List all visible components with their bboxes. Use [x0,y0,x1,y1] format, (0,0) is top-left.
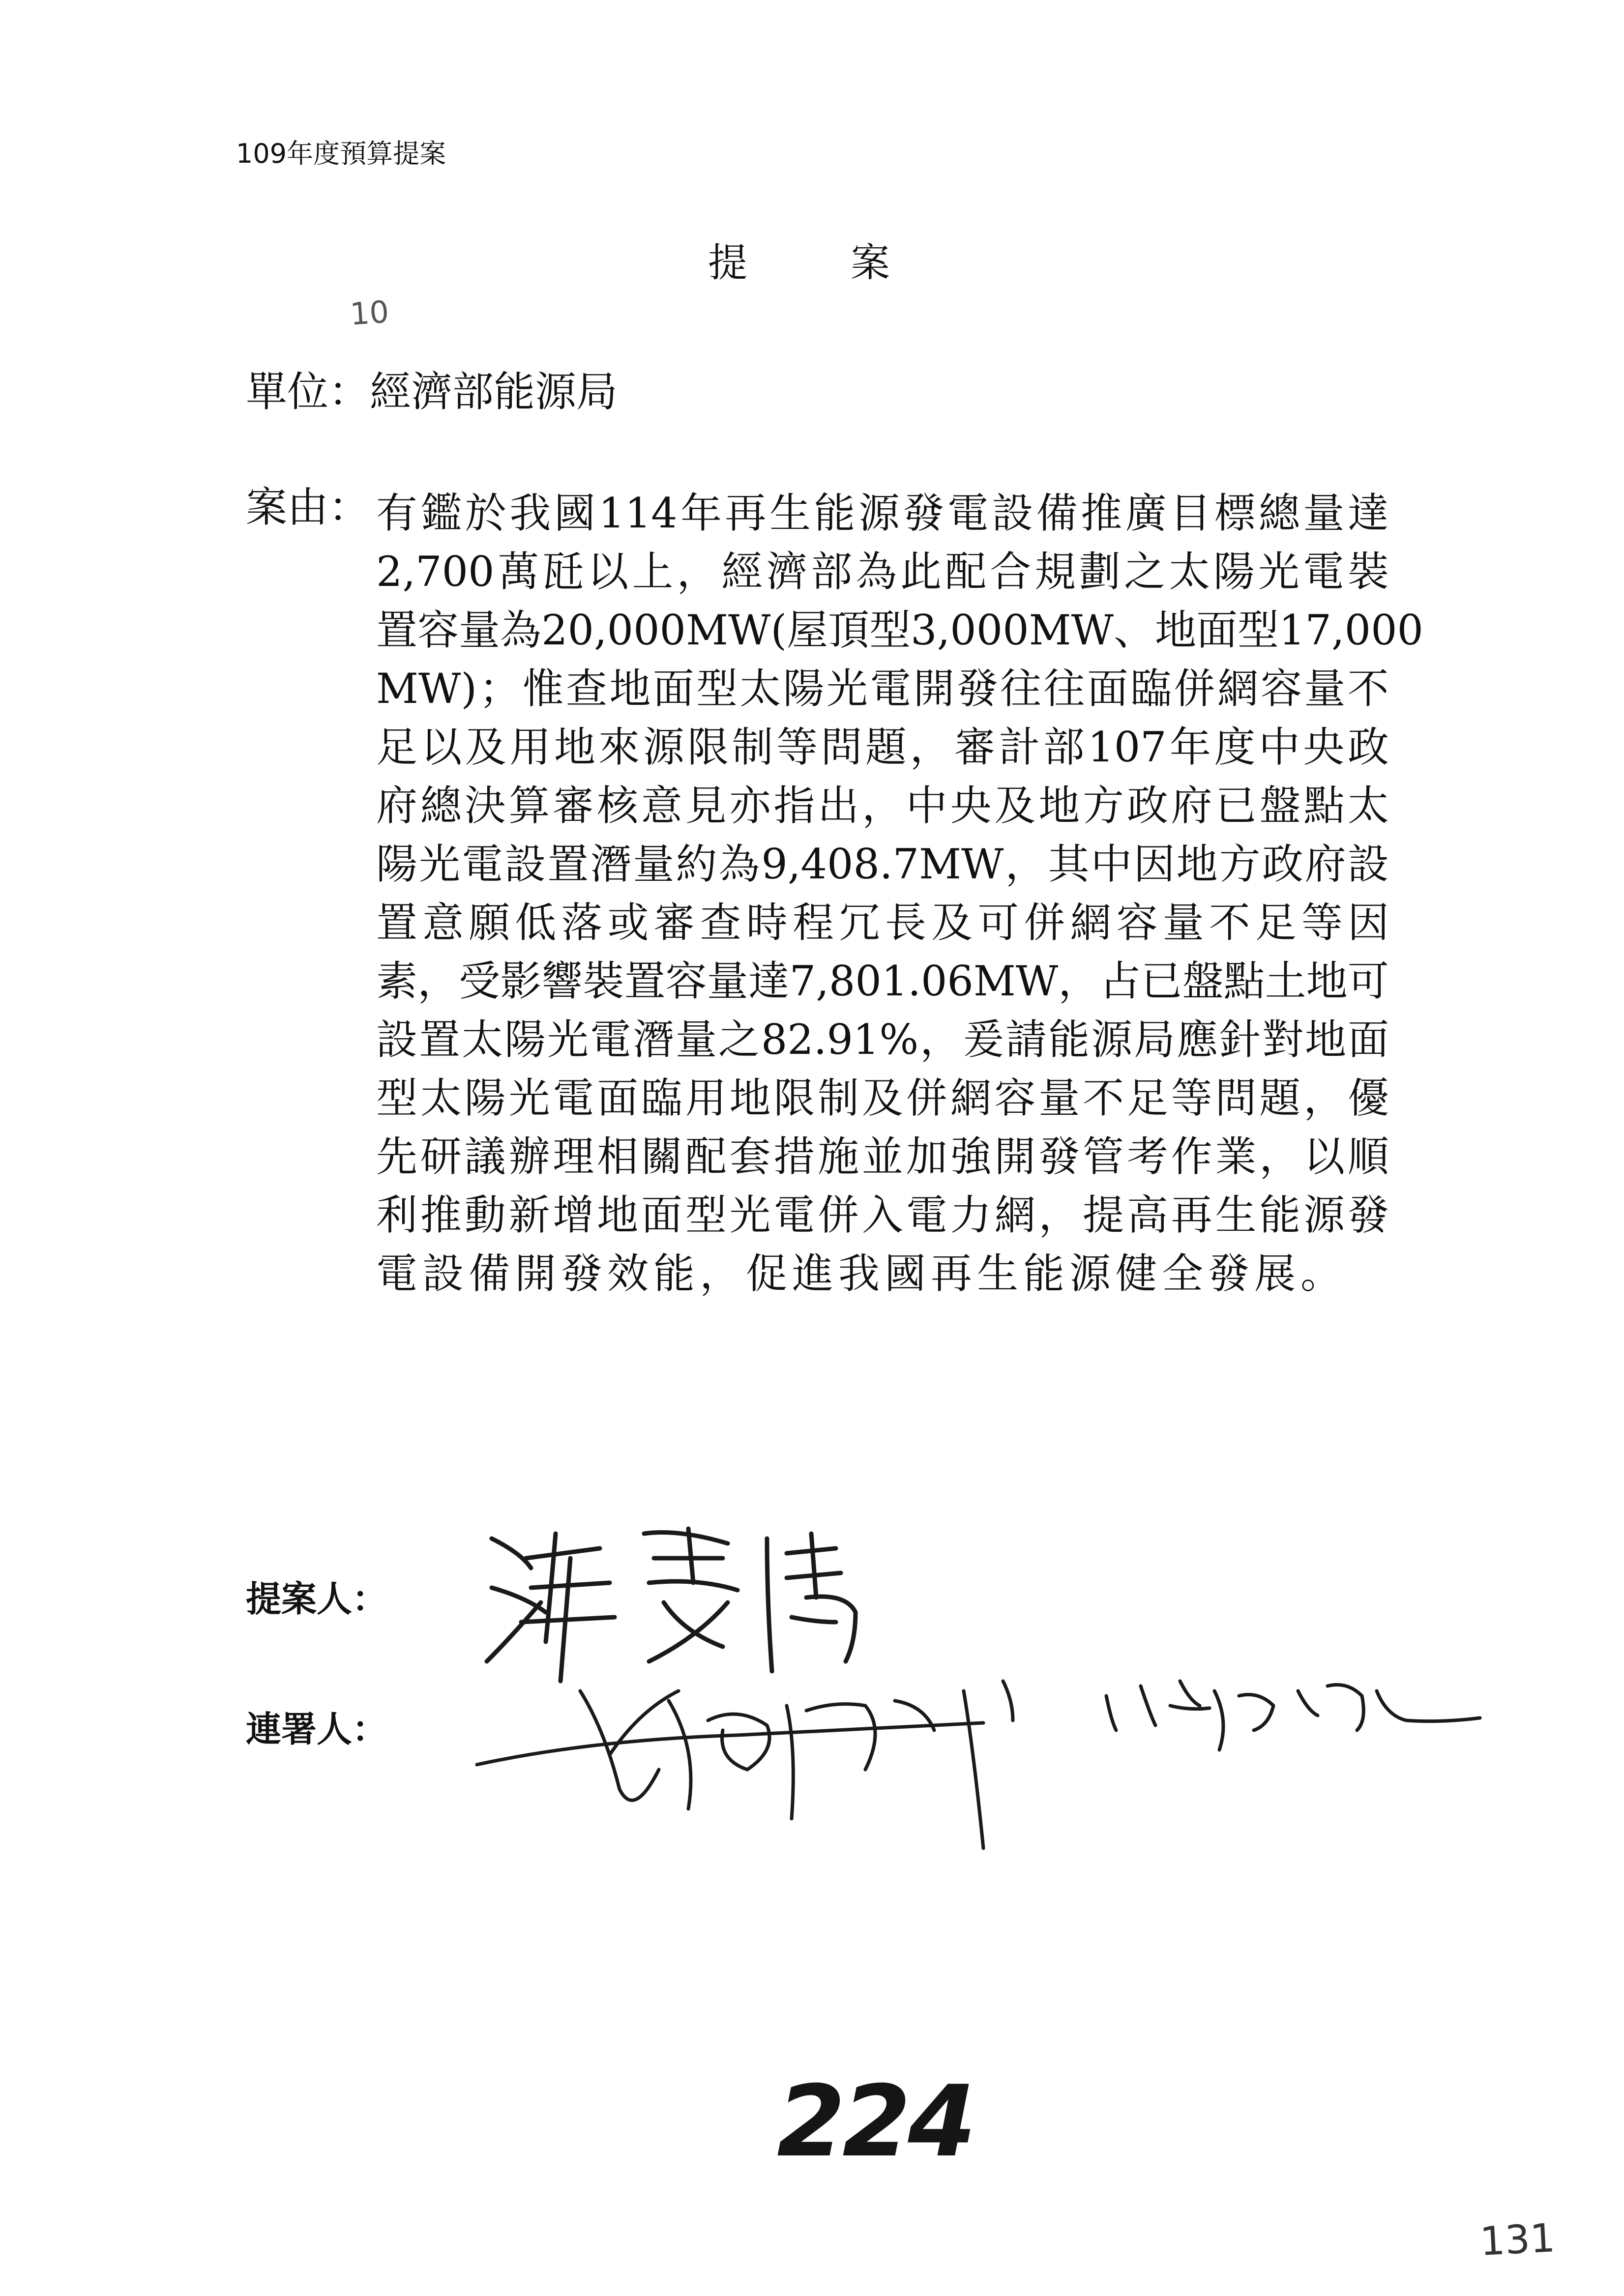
reason-token: 源 [1303,1191,1345,1239]
reason-token: 光 [508,1074,550,1122]
reason-token: 為 [718,840,760,888]
reason-token: 限 [773,1074,815,1122]
reason-token: 低 [515,899,557,947]
reason-token: 能 [814,489,856,537]
reason-token: 經 [721,548,763,596]
reason-token: 量 [1038,1074,1080,1122]
reason-token: 能 [1259,1191,1301,1239]
reason-token: 量 [459,606,501,654]
reason-token: 限 [687,723,729,771]
reason-token: 盤 [1259,782,1301,830]
reason-token: 核 [597,782,639,830]
reason-token: 光 [547,1016,589,1064]
reason-token: 設 [992,489,1033,537]
reason-token: 3,000MW [911,606,1114,654]
reason-token: 有 [376,489,418,537]
reason-token: 制 [732,723,773,771]
reason-token: 置 [376,899,418,947]
reason-token: 問 [1215,1074,1257,1122]
reason-token: 議 [464,1133,506,1181]
reason-token: 目 [1170,489,1211,537]
reason-token: 用 [509,723,551,771]
reason-token: ， [1259,1133,1301,1181]
reason-token: 不 [1209,899,1250,947]
reason-token: 局 [1134,1016,1176,1064]
reason-token: 推 [420,1191,462,1239]
reason-token: 置 [624,957,666,1005]
reason-token: 見 [685,782,727,830]
reason-token: 萬 [498,548,539,596]
reason-token: 或 [607,899,649,947]
reason-token: 盤 [1182,957,1224,1005]
reason-token: 生 [1215,1191,1257,1239]
reason-token: 面 [1196,606,1238,654]
reason-token: 題 [865,723,907,771]
cosigner-signatures [477,1681,1480,1848]
reason-token: 此 [900,548,942,596]
reason-token: 審 [954,723,996,771]
reason-token: 針 [1219,1016,1261,1064]
reason-token: 及 [465,723,506,771]
reason-token: 以 [587,548,629,596]
reason-token: 107 [1088,723,1167,771]
reason-token: 作 [1171,1133,1212,1181]
reason-token: 部 [1043,723,1085,771]
reason-token: 劃 [1079,548,1121,596]
reason-token: 題 [1259,1074,1301,1122]
reason-token: 型 [696,665,738,713]
reason-token: 亦 [729,782,771,830]
reason-token: 措 [773,1133,815,1181]
reason-token: 量 [675,1016,717,1064]
reason-token: 能 [1048,1016,1090,1064]
reason-token: 潛 [632,1016,674,1064]
reason-token: 再 [725,489,767,537]
reason-token: 長 [885,899,927,947]
reason-token: 電 [590,1016,631,1064]
reason-token: 上 [632,548,674,596]
reason-token: 合 [990,548,1032,596]
reason-token: 對 [1262,1016,1304,1064]
reason-token: 再 [1171,1191,1212,1239]
reason-token: 查 [700,899,741,947]
reason-token: 型 [869,606,911,654]
reason-token: 、 [1113,606,1155,654]
reason-token: 政 [1347,723,1389,771]
reason-token: 入 [861,1191,903,1239]
reason-token: 9,408.7MW [761,840,1004,888]
reason-token: 點 [1223,957,1265,1005]
reason-token: 意 [641,782,682,830]
reason-token: 置 [418,1016,460,1064]
reason-token: 標 [1214,489,1256,537]
reason-token: 光 [729,1191,771,1239]
reason-token: 可 [977,899,1019,947]
reason-token: 光 [419,840,461,888]
reason-token: 國 [554,489,595,537]
reason-token: MW) [376,665,477,713]
reason-token: ； [479,665,521,713]
reason-token: 施 [818,1133,859,1181]
reason-token: 網 [1217,665,1259,713]
reason-token: 量 [1304,665,1346,713]
reason-token: 陽 [504,1016,546,1064]
reason-token: 電 [1302,548,1344,596]
reason-token: 審 [653,899,695,947]
reason-token: 於 [465,489,506,537]
reason-token: 17,000 [1279,606,1423,654]
reason-token: 政 [1262,840,1303,888]
reason-token: 以 [420,723,462,771]
reason-token: 置 [547,840,589,888]
reason-token: ， [417,957,459,1005]
reason-token: 地 [554,723,595,771]
reason-token: 陽 [1213,548,1255,596]
reason-token: 順 [1347,1133,1389,1181]
reason-token: 以 [1303,1133,1345,1181]
reason-token: 指 [773,782,815,830]
reason-token: 7,801.06MW [789,957,1059,1005]
reason-token: 併 [1024,899,1065,947]
reason-token: 計 [999,723,1040,771]
reason-token: 新 [508,1191,550,1239]
reason-token: 及 [931,899,973,947]
reason-token: 量 [707,957,748,1005]
reason-token: 土 [1265,957,1306,1005]
reason-line: 電設備開發效能，促進我國再生能源健全發展。 [376,1250,1347,1298]
reason-token: 2,700 [376,548,495,596]
reason-token: ， [677,548,718,596]
reason-token: 面 [597,1074,639,1122]
reason-token: 理 [553,1133,594,1181]
reason-token: 開 [994,1133,1036,1181]
reason-token: 設 [376,1016,418,1064]
reason-token: 地 [1176,840,1218,888]
reason-token: 太 [739,665,781,713]
handwritten-stamp-number: 224 [777,2064,974,2179]
reason-token: 管 [1083,1133,1124,1181]
reason-token: 面 [1087,665,1128,713]
reason-token: 量 [633,840,675,888]
reason-token: 濟 [766,548,808,596]
reason-token: 等 [1301,899,1343,947]
reason-token: 增 [553,1191,594,1239]
reason-token: 併 [1174,665,1215,713]
reason-token: 時 [746,899,788,947]
reason-token: 源 [1091,1016,1133,1064]
reason-token: 冗 [838,899,880,947]
reason-token: 等 [1171,1074,1212,1122]
reason-token: 優 [1347,1074,1389,1122]
reason-token: ， [1005,840,1047,888]
reason-token: 達 [1347,489,1389,537]
reason-token: 往 [1000,665,1042,713]
reason-token: 屋 [787,606,828,654]
reason-token: 面 [652,665,694,713]
reason-token: 我 [509,489,551,537]
reason-token: 電 [553,1074,594,1122]
reason-token: 落 [561,899,603,947]
reason-token: 及 [994,782,1036,830]
reason-token: 為 [500,606,542,654]
reason-token: 電 [947,489,989,537]
reason-token: 相 [597,1133,639,1181]
reason-token: 意 [422,899,464,947]
reason-token: 惟 [522,665,564,713]
reason-token: 審 [553,782,594,830]
reason-token: 頂 [828,606,870,654]
reason-token: 型 [1238,606,1279,654]
reason-token: 爰 [963,1016,1004,1064]
reason-token: 強 [950,1133,992,1181]
reason-token: 辦 [508,1133,550,1181]
reason-token: 度 [1214,723,1256,771]
reason-token: 請 [1005,1016,1047,1064]
document-heading: 提案 [708,240,993,286]
reason-token: 鑑 [420,489,462,537]
reason-token: 占 [1099,957,1141,1005]
reason-body [376,474,1423,1313]
reason-token: 中 [1091,840,1132,888]
reason-token: ， [1058,957,1100,1005]
reason-token: 型 [376,1074,418,1122]
reason-token: 用 [685,1074,727,1122]
reason-token: 提 [1083,1191,1124,1239]
reason-token: 已 [1215,782,1257,830]
reason-token: 中 [906,782,947,830]
reason-token: 容 [1116,899,1158,947]
reason-token: 算 [508,782,550,830]
reason-token: 陽 [376,840,418,888]
reason-token: 府 [1304,840,1346,888]
reason-token: 因 [1133,840,1175,888]
reason-token: 電 [906,1191,947,1239]
reason-token: 備 [1036,489,1078,537]
proposer-signature [487,1529,856,1681]
reason-token: 達 [748,957,790,1005]
reason-token: 114 [598,489,678,537]
document-header-title: 109年度預算提案 [236,138,446,169]
reason-token: 政 [1126,782,1168,830]
reason-token: 容 [1261,665,1302,713]
reason-token: 動 [464,1191,506,1239]
reason-token: 太 [1168,548,1210,596]
reason-token: 年 [680,489,722,537]
reason-token: 地 [1304,1016,1346,1064]
reason-token: 查 [566,665,608,713]
reason-token: 受 [459,957,501,1005]
reason-token: 府 [376,782,418,830]
reason-token: 源 [858,489,900,537]
reason-token: 約 [676,840,717,888]
reason-token: 利 [376,1191,418,1239]
reason-token: 制 [818,1074,859,1122]
reason-token: 廣 [1125,489,1167,537]
reason-token: 及 [861,1074,903,1122]
reason-token: 容 [994,1074,1036,1122]
reason-token: ， [861,782,903,830]
reason-token: 型 [685,1191,727,1239]
reason-token: 響 [541,957,583,1005]
reason-token: 央 [1303,723,1345,771]
reason-token: 研 [420,1133,462,1181]
reason-token: 規 [1034,548,1076,596]
reason-token: 配 [685,1133,727,1181]
reason-token: 點 [1303,782,1345,830]
reason-token: 府 [1171,782,1212,830]
reason-token: 往 [1043,665,1085,713]
reason-token: 地 [597,1191,639,1239]
reason-token: 年 [1170,723,1211,771]
reason-token: 地 [609,665,651,713]
reason-token: 82.91% [761,1016,919,1064]
reason-token: 網 [994,1191,1036,1239]
reason-token: 併 [818,1191,859,1239]
reason-token: 生 [769,489,811,537]
reason-token: 不 [1083,1074,1124,1122]
reason-token: 臨 [1130,665,1172,713]
reason-token: 網 [950,1074,992,1122]
reason-token: 問 [821,723,862,771]
reason-token: 發 [1038,1133,1080,1181]
reason-token: 瓩 [542,548,584,596]
reason-token: 配 [945,548,987,596]
reason-token: ， [920,1016,962,1064]
reason-token: 光 [826,665,868,713]
reason-token: 電 [870,665,912,713]
reason-token: 發 [956,665,998,713]
reason-token: 電 [773,1191,815,1239]
reason-token: ， [1303,1074,1345,1122]
reason-token: 裝 [583,957,624,1005]
reason-token: 設 [1347,840,1389,888]
reason-token: 裝 [1347,548,1389,596]
reason-token: 太 [461,1016,503,1064]
reason-token: 業 [1215,1133,1257,1181]
reason-token: 應 [1177,1016,1218,1064]
reason-token: 容 [665,957,707,1005]
reason-token: 開 [913,665,955,713]
reason-token: 足 [1126,1074,1168,1122]
reason-token: 加 [906,1133,947,1181]
reason-token: 地 [1155,606,1197,654]
reason-token: 並 [861,1133,903,1181]
reason-token: 網 [1070,899,1112,947]
reason-token: 來 [598,723,640,771]
unit-line: 單位：經濟部能源局 [246,368,618,416]
page-number: 131 [1478,2215,1557,2265]
reason-token: 源 [643,723,684,771]
reason-token: 影 [500,957,542,1005]
reason-token: 願 [469,899,510,947]
reason-token: 發 [903,489,945,537]
reason-token: 足 [376,723,418,771]
reason-token: 等 [776,723,818,771]
reason-token: 臨 [641,1074,682,1122]
reason-token: 關 [641,1133,682,1181]
reason-token: 陽 [464,1074,506,1122]
reason-token: 發 [1347,1191,1389,1239]
reason-token: 程 [792,899,834,947]
reason-token: 潛 [590,840,632,888]
reason-token: 中 [1258,723,1300,771]
reason-token: 總 [420,782,462,830]
reason-token: 方 [1083,782,1124,830]
reason-token: 置 [376,606,418,654]
reason-token: ， [1038,1191,1080,1239]
reason-token: 方 [1219,840,1261,888]
reason-token: 地 [729,1074,771,1122]
reason-token: 為 [856,548,897,596]
reason-token: 陽 [783,665,825,713]
reason-token: 因 [1347,899,1389,947]
reason-token: 先 [376,1133,418,1181]
reason-token: 央 [950,782,992,830]
reason-label: 案由： [246,483,370,531]
reason-token: 已 [1141,957,1182,1005]
reason-token: 面 [1347,1016,1389,1064]
cosigner-label: 連署人： [246,1709,388,1750]
reason-token: 設 [504,840,546,888]
reason-token: 太 [420,1074,462,1122]
reason-token: 太 [1347,782,1389,830]
reason-token: 量 [1303,489,1345,537]
reason-token: 電 [462,840,503,888]
reason-token: 光 [1258,548,1299,596]
reason-token: 力 [950,1191,992,1239]
reason-token: 可 [1347,957,1389,1005]
reason-token: 地 [1306,957,1348,1005]
reason-token: 面 [641,1191,682,1239]
reason-token: 素 [376,957,418,1005]
reason-token: 推 [1081,489,1122,537]
reason-token: 容 [417,606,459,654]
reason-token: 考 [1126,1133,1168,1181]
reason-token: 高 [1126,1191,1168,1239]
reason-token: 決 [464,782,506,830]
reason-token: 出 [818,782,859,830]
reason-token: ， [910,723,951,771]
handwritten-margin-mark: 10 [349,293,390,332]
reason-token: 地 [1038,782,1080,830]
reason-token: 總 [1258,489,1300,537]
reason-token: 其 [1048,840,1090,888]
proposer-label: 提案人： [246,1578,388,1620]
reason-token: 之 [1124,548,1166,596]
reason-token: 併 [906,1074,947,1122]
reason-token: 部 [811,548,853,596]
reason-token: 不 [1347,665,1389,713]
reason-token: 之 [718,1016,760,1064]
reason-token: 量 [1162,899,1204,947]
reason-token: 足 [1255,899,1297,947]
reason-token: 20,000MW( [541,606,787,654]
reason-token: 套 [729,1133,771,1181]
